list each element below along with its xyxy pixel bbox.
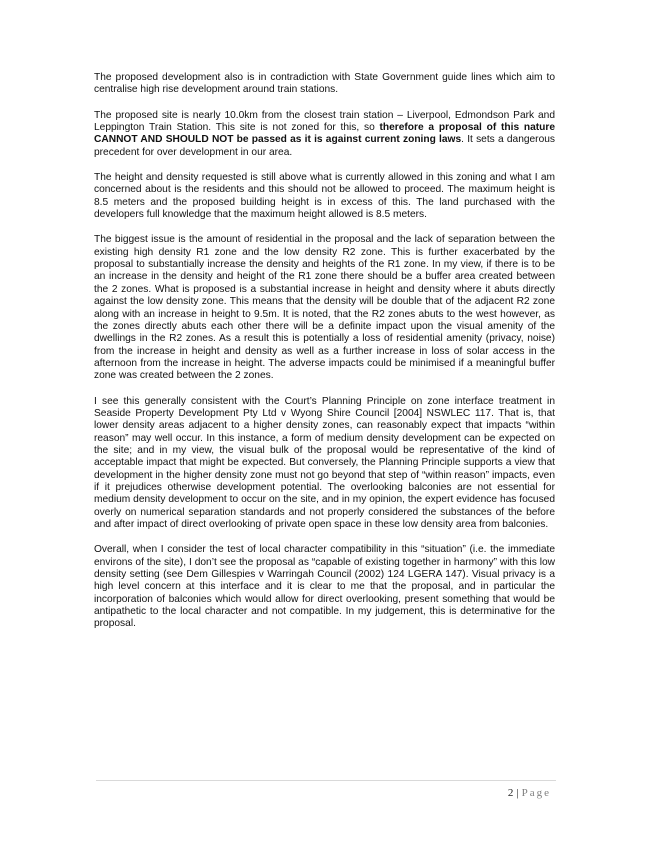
footer-separator: |: [516, 787, 519, 799]
page-label: Page: [521, 787, 551, 799]
paragraph-text: I see this generally consistent with the Court’s Planning Principle on zone interface treatment in Seaside Property Development Pty Ltd v Wyong Shire Council [2004] NSWLEC 117. That is, that lower density areas adjacent to a higher density zones, can reasonably expect that impacts “within reason” may well occur. In this instance, a form of medium density development can be expected on the site; and in my view, the visual bulk of the proposal would be representative of the kind of acceptable impact that might be expected. But conversely, the Planning Principle supports a view that development in the higher density zone must not go beyond that step of “within reason” impacts, even if it prejudices otherwise development potential. The overlooking balconies are not essential for medium density development to occur on the site, and in my opinion, the expert evidence has focused overly on numerical separation standards and not properly considered the substances of the before and after impact of direct overlooking of private open space in these low density area from balconies.: [94, 395, 555, 530]
body-text: [94, 72, 555, 644]
paragraph: [94, 396, 555, 532]
paragraph-text: The biggest issue is the amount of residential in the proposal and the lack of separation between the existing high density R1 zone and the low density R2 zone. This is further exacerbated by the proposal to substantially increase the density and heights of the R1 zone. In my view, if there is to be an increase in the density and height of the R1 zone there should be a buffer area created between the 2 zones. What is proposed is a substantial increase in height and density where it abuts directly against the low density zone. This means that the density will be double that of the adjacent R2 zone along with an increase in height to 9.5m. It is noted, that the R2 zones abuts to the west however, as the zones directly abuts each other there will be a definite impact upon the visual amenity of the dwellings in the R2 zones. As a result this is potentially a loss of residential amenity (privacy, noise) from the increase in height and density as well as a further increase in loss of solar access in the afternoon from the increase in height. The adverse impacts could be minimised if a meaningful buffer zone was created between the 2 zones.: [94, 234, 555, 382]
paragraph-text: The proposed site is nearly 10.0km from the closest train station – Liverpool, Edmondson Park and Leppington Train Station. This site is not zoned for this, so: [94, 109, 555, 134]
footer-divider: [96, 780, 556, 781]
paragraph-text: . It sets a dangerous precedent for over development in our area.: [94, 134, 556, 158]
page-footer: [508, 787, 551, 799]
bold-text: therefore a proposal of this nature CANNOT AND SHOULD NOT be passed as it is against current zoning laws: [94, 122, 555, 146]
paragraph: [94, 110, 555, 159]
paragraph: [94, 234, 555, 382]
paragraph: [94, 172, 555, 221]
paragraph: [94, 544, 555, 630]
paragraph: [94, 72, 555, 97]
page-number: 2: [507, 787, 514, 799]
paragraph-text: Overall, when I consider the test of local character compatibility in this “situation” (i.e. the immediate environs of the site), I don’t see the proposal as “capable of existing together in harmony” with this low density setting (see Dem Gillespies v Warringah Council (2002) 124 LGERA 147). Visual privacy is a high level concern at this interface and it is clear to me that the proposal, and in particular the incorporation of balconies which would allow for direct overlooking, present something that would be antipathetic to the local character and not compatible. In my judgement, this is determinative for the proposal.: [94, 544, 555, 630]
paragraph-text: The height and density requested is still above what is currently allowed in this zoning and what I am concerned about is the residents and this should not be allowed to proceed. The maximum height is 8.5 meters and the proposed building height is in excess of this. The land purchased with the developers full knowledge that the maximum height allowed is 8.5 meters.: [94, 172, 555, 221]
paragraph-text: The proposed development also is in contradiction with State Government guide lines which aim to centralise high rise development around train stations.: [94, 72, 555, 96]
